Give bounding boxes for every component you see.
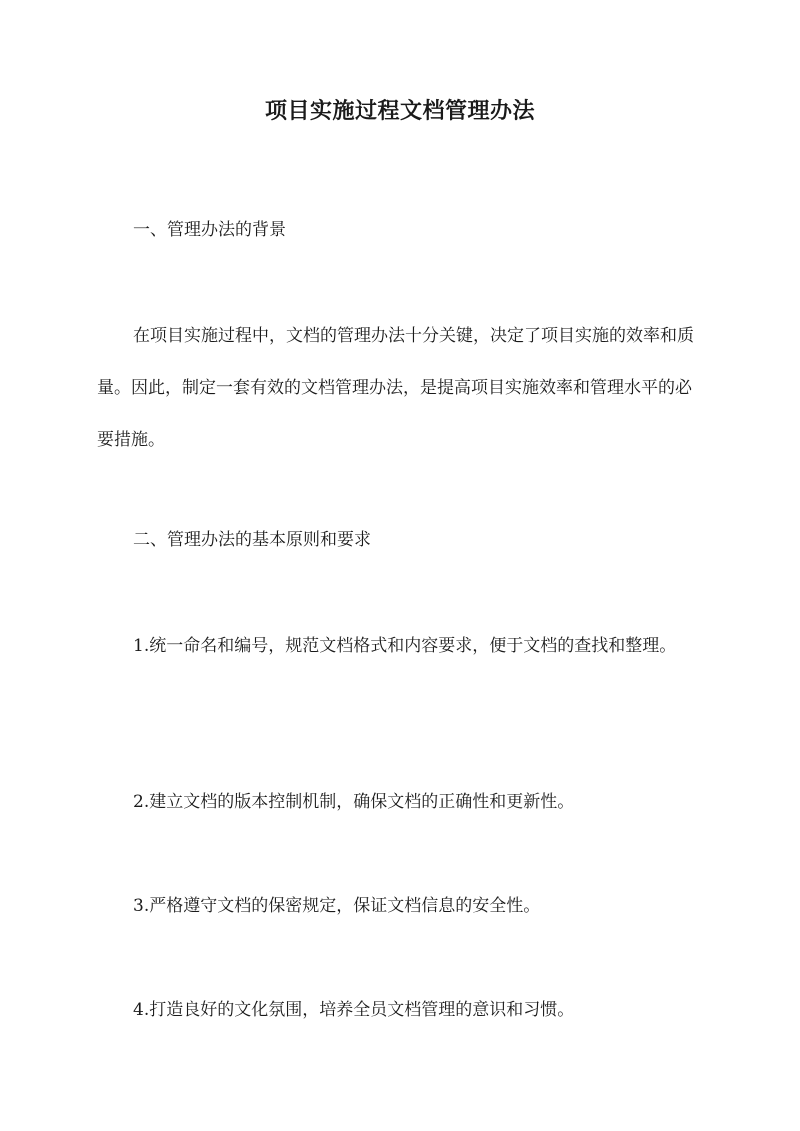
background-paragraph: 在项目实施过程中，文档的管理办法十分关键，决定了项目实施的效率和质量。因此，制定一套有效的文档管理办法，是提高项目实施效率和管理水平的必要措施。 [97,326,694,450]
principle-item-2: 2.建立文档的版本控制机制，确保文档的正确性和更新性。 [133,792,575,812]
principle-item-3: 3.严格遵守文档的保密规定，保证文档信息的安全性。 [133,896,541,916]
document-title: 项目实施过程文档管理办法 [264,98,535,124]
section-heading-principles: 二、管理办法的基本原则和要求 [133,530,371,550]
section-heading-background: 一、管理办法的背景 [133,220,286,240]
principle-item-4: 4.打造良好的文化氛围，培养全员文档管理的意识和习惯。 [133,1000,575,1020]
principle-item-1: 1.统一命名和编号，规范文档格式和内容要求，便于文档的查找和整理。 [133,636,677,656]
